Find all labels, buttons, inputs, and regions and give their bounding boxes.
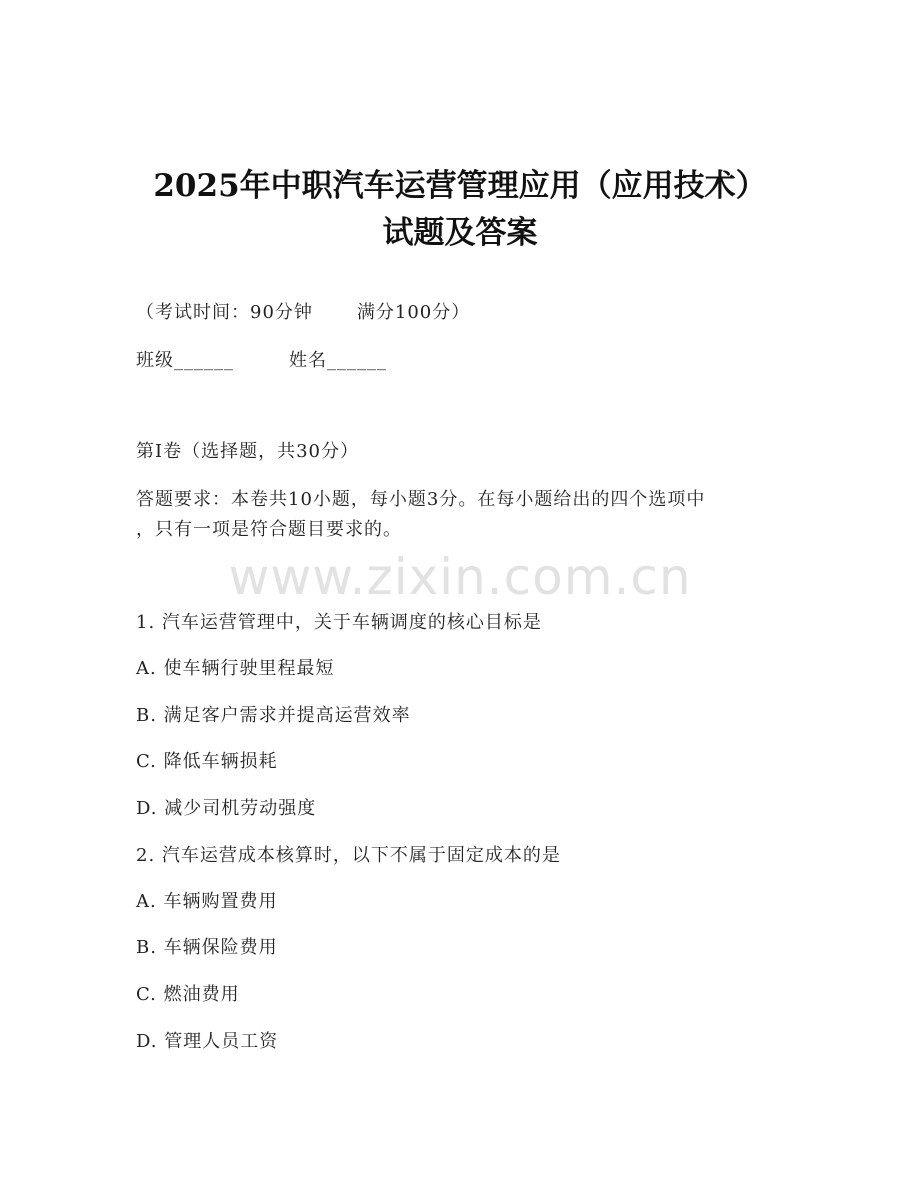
document-title-line-2: 试题及答案 — [382, 215, 538, 251]
question-option: C. 降低车辆损耗 — [136, 751, 278, 772]
exam-info — [136, 302, 470, 324]
question-option: D. 管理人员工资 — [136, 1031, 279, 1052]
question-stem: 1. 汽车运营管理中，关于车辆调度的核心目标是 — [136, 612, 542, 633]
watermark: www.zixin.com.cn — [228, 548, 692, 606]
question-option: B. 车辆保险费用 — [136, 937, 278, 958]
question-option: B. 满足客户需求并提高运营效率 — [136, 705, 411, 726]
student-info — [136, 350, 387, 372]
name-field: 姓名______ — [289, 350, 387, 371]
class-field: 班级______ — [136, 350, 234, 371]
exam-time: （考试时间：90分钟 — [136, 302, 313, 323]
instructions-line-1: 答题要求：本卷共10小题，每小题3分。在每小题给出的四个选项中 — [136, 489, 706, 510]
instructions-line-2: ，只有一项是符合题目要求的。 — [136, 519, 402, 540]
question-option: A. 车辆购置费用 — [136, 891, 278, 912]
document-title-line-1: 2025年中职汽车运营管理应用（应用技术） — [153, 168, 767, 204]
question-option: D. 减少司机劳动强度 — [136, 798, 317, 819]
question-option: C. 燃油费用 — [136, 984, 240, 1005]
question-stem: 2. 汽车运营成本核算时，以下不属于固定成本的是 — [136, 845, 561, 866]
question-option: A. 使车辆行驶里程最短 — [136, 658, 335, 679]
section-title: 第Ⅰ卷（选择题，共30分） — [136, 441, 360, 462]
full-score: 满分100分） — [356, 302, 471, 323]
